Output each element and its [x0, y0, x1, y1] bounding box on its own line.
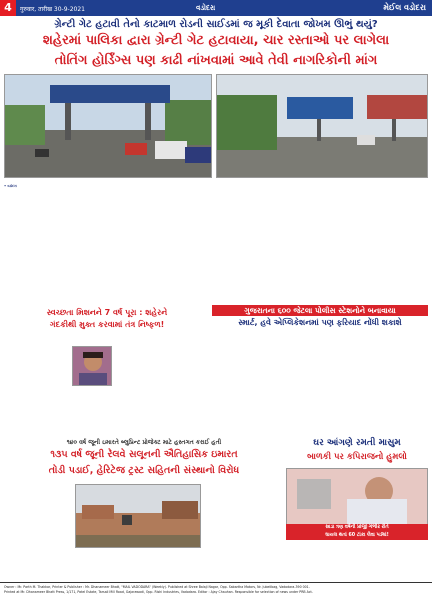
top-story-text-col-1 — [4, 184, 72, 302]
heritage-kicker: ૧૪૦ વર્ષ જૂની ઇમારતે બ્લુપ્રિન્ટ પ્રોજેક્ટ માટે હસ્તગત કરાઈ હતી — [66, 439, 222, 446]
police-story-headline-line-2: સ્માર્ટ, હવે એપ્લિકેશનમાં પણ ફરિયાદ નોંધી શકાશે — [238, 318, 402, 327]
newspaper-brand: મેઈલ વડોદરા — [383, 3, 426, 12]
swachhta-headline-line-1: સ્વચ્છતા મિશનને 7 વર્ષ પૂરા : શહેરને — [46, 308, 168, 317]
top-story-headline-line-2: તોતિંગ હોર્ડિંગ્સ પણ કાઢી નાંખવામાં આવે તેવી નાગરિકોની માંગ — [54, 53, 378, 68]
imprint-line-1: Owner : Mr. Parth M. Thakkar, Printer & Publisher : Mr. Dhanameer Bhatt, "MAIL VADODARA" (Weekly). Published at Shree Balaji Nagar, Opp. Sabartha Motors, Nr. Jubelibag, Vadodara-390 001. — [4, 585, 310, 589]
top-story-byline: • વડોદરા — [4, 184, 17, 188]
street-photo-right — [216, 74, 428, 178]
top-story-headline-line-1: શહેરમાં પાલિકા દ્વારા ગ્રેન્ટી ગેટ હટાવાયા, ચાર રસ્તાઓ પર લાગેલા — [42, 33, 390, 48]
official-portrait — [72, 346, 112, 386]
heritage-building-photo — [75, 484, 201, 548]
street-photo-left — [4, 74, 212, 178]
heritage-headline-line-2: તોડી પડાઈ, હેરિટેજ ટ્રસ્ટ સહિતની સંસ્થાનો વિરોધ — [48, 465, 240, 476]
issue-date: गुरुवार, तारीख 30-9-2021 — [20, 6, 85, 13]
monkey-photo-caption-line-1: સાડા ત્રણ વર્ષની પ્રાંજી ગંભીર રીતે — [286, 524, 428, 532]
monkey-headline-line-1: ઘર આંગણે રમતી માસુમ — [313, 438, 401, 448]
heritage-headline-line-1: ૧૩૫ વર્ષ જૂની રેલવે સલૂનની ઐતિહાસિક ઇમારત — [50, 449, 238, 460]
monkey-photo-caption-line-2: ઘાયલ થતાં 60 ટાંકા લેવા પડ્યાં! — [286, 532, 428, 540]
page-number: 4 — [0, 0, 16, 16]
top-story-kicker: ગ્રેન્ટી ગેટ હટાવી તેનો કાટમાળ રોડની સાઈડમાં જ મૂકી દેવાતા જોખમ ઊભું થયું? — [54, 19, 378, 30]
police-story-banner-line-1: ગુજરાતના ૬૦૦ જેટલા પોલીસ સ્ટેશનોને બનાવાયા — [212, 305, 428, 316]
imprint-footer — [0, 582, 432, 600]
injured-child-photo — [286, 468, 428, 526]
monkey-headline-line-2: બાળકી પર કપિરાજનો હુમલો — [307, 452, 407, 462]
swachhta-headline-line-2: ગંદકીથી મુક્ત કરવામાં તંત્ર નિષ્ફળ! — [49, 320, 165, 329]
masthead-bar — [0, 0, 432, 16]
edition-city: વડોદરા — [196, 4, 216, 12]
imprint-line-2: Printed at Mr. Dhanameer Bhatt Press, 1/171, Patel Estate, Tarsali Mill Road, Gajarawadi, Opp. Rishi Industries, Vadodara. Editor : Ajay Chauhan. Responsible for selection of news under PRB Act. — [4, 590, 313, 594]
